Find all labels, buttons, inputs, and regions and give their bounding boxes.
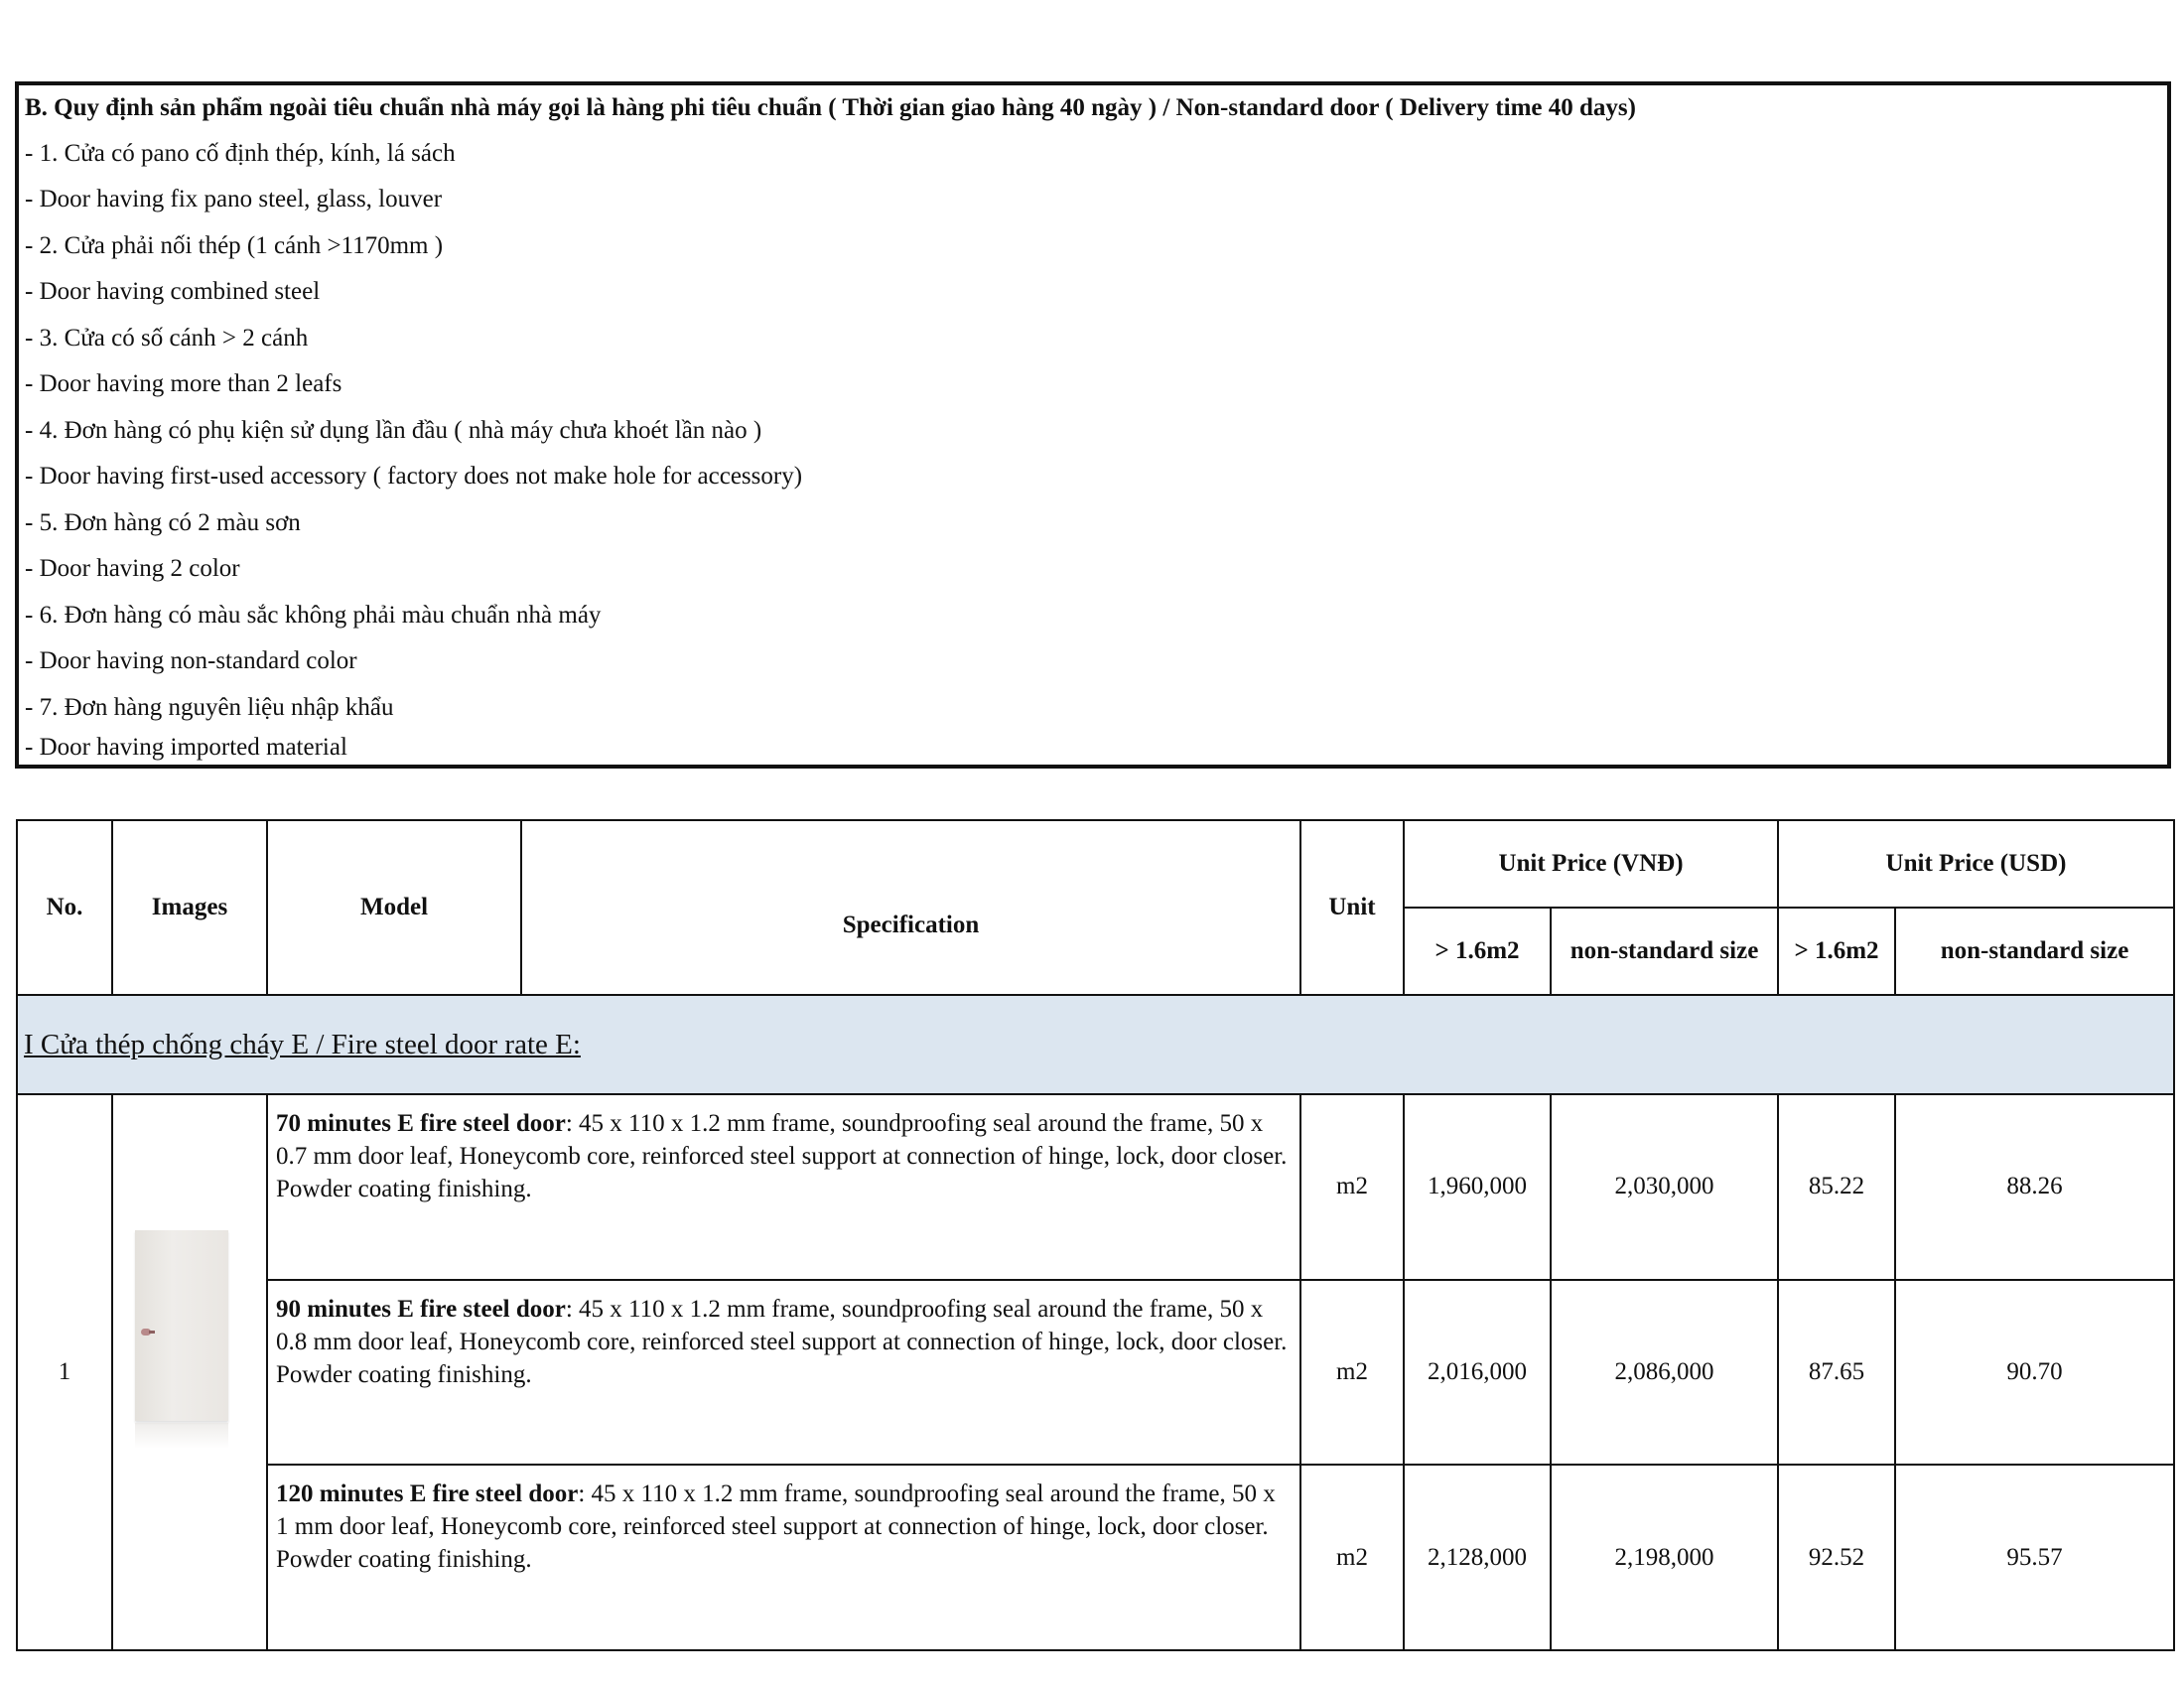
price-vnd-gt: 2,016,000 xyxy=(1404,1280,1551,1466)
header-images: Images xyxy=(112,820,267,995)
rule-line: - Door having fix pano steel, glass, louver xyxy=(25,186,443,212)
price-vnd-nonstd: 2,198,000 xyxy=(1551,1465,1778,1650)
table-row xyxy=(17,1280,2174,1466)
header-vnd-nonstd: non-standard size xyxy=(1551,908,1778,995)
header-price-usd: Unit Price (USD) xyxy=(1778,820,2174,908)
price-usd-gt: 87.65 xyxy=(1778,1280,1895,1466)
rule-line: - 1. Cửa có pano cố định thép, kính, lá sách xyxy=(25,140,456,167)
header-price-vnd: Unit Price (VNĐ) xyxy=(1404,820,1778,908)
price-usd-nonstd: 90.70 xyxy=(1895,1280,2174,1466)
rule-line: - 3. Cửa có số cánh > 2 cánh xyxy=(25,325,309,352)
door-image xyxy=(113,1095,266,1649)
row-number: 1 xyxy=(17,1094,112,1650)
table-row xyxy=(17,1094,2174,1280)
rule-line: - 2. Cửa phải nối thép (1 cánh >1170mm ) xyxy=(25,232,444,259)
price-vnd-nonstd: 2,030,000 xyxy=(1551,1094,1778,1280)
rule-line: - Door having non-standard color xyxy=(25,647,357,674)
non-standard-rules-box xyxy=(15,81,2171,769)
model-name: 70 minutes E fire steel door xyxy=(276,1110,566,1137)
price-usd-gt: 85.22 xyxy=(1778,1094,1895,1280)
unit-cell: m2 xyxy=(1300,1465,1404,1650)
spec-cell xyxy=(267,1465,1300,1650)
price-usd-nonstd: 95.57 xyxy=(1895,1465,2174,1650)
price-usd-nonstd: 88.26 xyxy=(1895,1094,2174,1280)
header-unit: Unit xyxy=(1300,820,1404,995)
price-table xyxy=(16,819,2175,1651)
spec-cell xyxy=(267,1280,1300,1466)
model-name: 120 minutes E fire steel door xyxy=(276,1480,579,1508)
header-model: Model xyxy=(267,820,521,995)
unit-cell: m2 xyxy=(1300,1094,1404,1280)
rule-line: - 7. Đơn hàng nguyên liệu nhập khẩu xyxy=(25,694,394,721)
spec-text: : 45 x 110 x 1.2 mm frame, soundproofing seal around the frame, 50 x 0.7 mm door leaf, Honeycomb core, reinforced steel support at connection of hinge, lock, door closer. Powder coating finishing. xyxy=(276,1110,1288,1202)
header-usd-nonstd: non-standard size xyxy=(1895,908,2174,995)
section-title: I Cửa thép chống cháy E / Fire steel door rate E: xyxy=(17,995,2174,1094)
price-vnd-gt: 1,960,000 xyxy=(1404,1094,1551,1280)
model-name: 90 minutes E fire steel door xyxy=(276,1295,566,1323)
rule-line: - 6. Đơn hàng có màu sắc không phải màu chuẩn nhà máy xyxy=(25,602,602,629)
rule-line: - 4. Đơn hàng có phụ kiện sử dụng lần đầu ( nhà máy chưa khoét lần nào ) xyxy=(25,417,762,444)
spec-cell xyxy=(267,1094,1300,1280)
spec-text: : 45 x 110 x 1.2 mm frame, soundproofing seal around the frame, 50 x 0.8 mm door leaf, Honeycomb core, reinforced steel support at connection of hinge, lock, door closer. Powder coating finishing. xyxy=(276,1295,1288,1388)
header-usd-gt: > 1.6m2 xyxy=(1778,908,1895,995)
rule-line: - Door having first-used accessory ( factory does not make hole for accessory) xyxy=(25,463,803,490)
spec-text: : 45 x 110 x 1.2 mm frame, soundproofing seal around the frame, 50 x 1 mm door leaf, Honeycomb core, reinforced steel support at connection of hinge, lock, door closer. Powder coating finishing. xyxy=(276,1480,1276,1574)
rule-line: - 5. Đơn hàng có 2 màu sơn xyxy=(25,509,301,536)
section-row xyxy=(17,995,2174,1094)
header-specification: Specification xyxy=(521,820,1300,995)
rules-title: B. Quy định sản phẩm ngoài tiêu chuẩn nhà máy gọi là hàng phi tiêu chuẩn ( Thời gian giao hàng 40 ngày ) / Non-standard door ( Delivery time 40 days) xyxy=(25,94,1636,121)
unit-cell: m2 xyxy=(1300,1280,1404,1466)
table-row xyxy=(17,1465,2174,1650)
rule-line: - Door having 2 color xyxy=(25,555,240,582)
price-usd-gt: 92.52 xyxy=(1778,1465,1895,1650)
header-vnd-gt: > 1.6m2 xyxy=(1404,908,1551,995)
header-no: No. xyxy=(17,820,112,995)
rule-line: - Door having imported material xyxy=(25,734,347,761)
door-icon xyxy=(135,1230,228,1421)
rule-line: - Door having combined steel xyxy=(25,278,321,305)
price-vnd-nonstd: 2,086,000 xyxy=(1551,1280,1778,1466)
rule-line: - Door having more than 2 leafs xyxy=(25,370,342,397)
price-vnd-gt: 2,128,000 xyxy=(1404,1465,1551,1650)
image-cell xyxy=(112,1094,267,1650)
